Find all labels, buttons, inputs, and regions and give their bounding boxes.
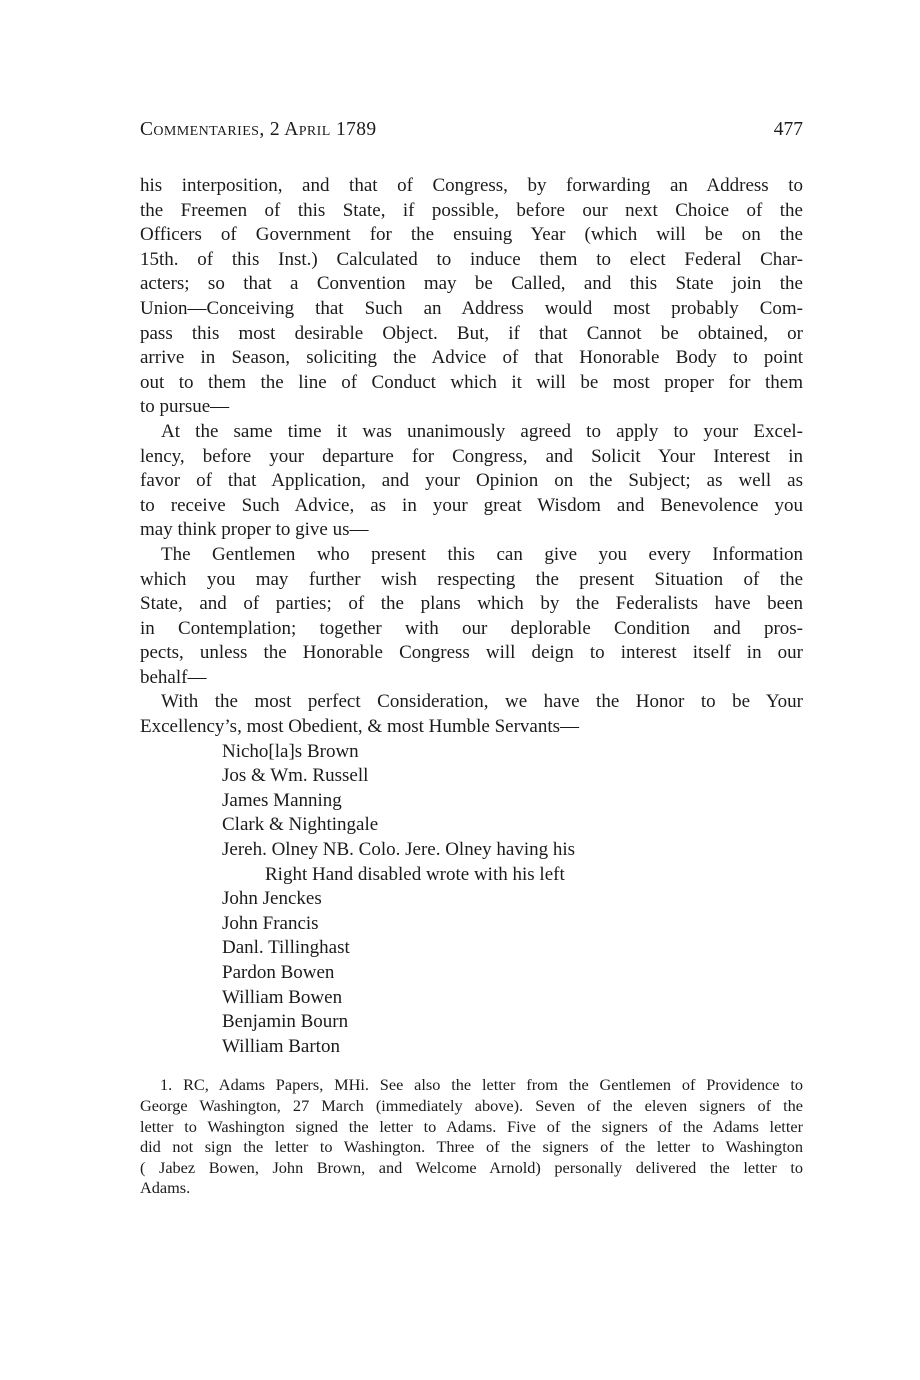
footnote-line: Adams. (140, 1178, 191, 1198)
signature-line: John Jenckes (222, 888, 322, 910)
paragraph (140, 174, 803, 420)
footnote-line: 1. RC, Adams Papers, MHi. See also the letter from the Gentlemen of Providence to (160, 1075, 803, 1095)
letter-body (140, 174, 803, 740)
text-line: Excellency’s, most Obedient, & most Humble Servants— (140, 716, 580, 738)
text-line: his interposition, and that of Congress, by forwarding an Address to (140, 175, 803, 196)
signature-line: William Bowen (222, 986, 343, 1008)
page-header (140, 117, 803, 143)
text-line: lency, before your departure for Congress, and Solicit Your Interest in (140, 445, 803, 467)
signature-line: Jos & Wm. Russell (222, 765, 369, 787)
text-line: pects, unless the Honorable Congress will deign to interest itself in our (140, 642, 803, 664)
text-line: At the same time it was unanimously agreed to apply to your Excel- (161, 420, 803, 442)
paragraph (140, 690, 803, 739)
page-number: 477 (773, 119, 803, 140)
text-line: pass this most desirable Object. But, if that Cannot be obtained, or (140, 322, 803, 344)
running-head-title: Commentaries, 2 April 1789 (140, 119, 377, 140)
signature-line: William Barton (222, 1035, 340, 1057)
signature-line: Clark & Nightingale (222, 814, 379, 836)
footnote (140, 1075, 803, 1199)
text-block (140, 0, 803, 1199)
signature-list (140, 740, 803, 1060)
paragraph (140, 543, 803, 691)
text-line: may think proper to give us— (140, 519, 369, 541)
text-line: With the most perfect Consideration, we have the Honor to be Your (161, 691, 803, 713)
text-line: Union—Conceiving that Such an Address would most probably Com- (140, 297, 803, 319)
footnote-line: George Washington, 27 March (immediately above). Seven of the eleven signers of the (140, 1095, 803, 1115)
signature-line: Danl. Tillinghast (222, 937, 350, 959)
signature-line: Benjamin Bourn (222, 1011, 349, 1033)
text-line: favor of that Application, and your Opinion on the Subject; as well as (140, 470, 803, 492)
text-line: Officers of Government for the ensuing Year (which will be on the (140, 224, 803, 246)
text-line: which you may further wish respecting the present Situation of the (140, 568, 803, 590)
text-line: to pursue— (140, 396, 230, 418)
text-line: State, and of parties; of the plans which by the Federalists have been (140, 593, 803, 615)
text-line: the Freemen of this State, if possible, before our next Choice of the (140, 199, 803, 221)
text-line: to receive Such Advice, as in your great Wisdom and Benevolence you (140, 494, 803, 516)
signature-line: Nicho[la]s Brown (222, 740, 359, 762)
text-line: in Contemplation; together with our deplorable Condition and pros- (140, 617, 803, 639)
text-line: 15th. of this Inst.) Calculated to induce them to elect Federal Char- (140, 248, 803, 270)
signature-line: Jereh. Olney NB. Colo. Jere. Olney having his (222, 839, 576, 861)
signature-line: Pardon Bowen (222, 962, 335, 983)
paragraph (140, 420, 803, 543)
footnote-line: letter to Washington signed the letter to Adams. Five of the signers of the Adams letter (140, 1116, 803, 1136)
text-line: behalf— (140, 666, 207, 688)
footnote-line: did not sign the letter to Washington. Three of the signers of the letter to Washington (140, 1137, 803, 1157)
text-line: The Gentlemen who present this can give you every Information (161, 543, 803, 565)
footnote-line: ( Jabez Bowen, John Brown, and Welcome Arnold) personally delivered the letter to (140, 1157, 803, 1177)
signature-line: Right Hand disabled wrote with his left (265, 863, 565, 885)
signature-line: John Francis (222, 912, 319, 934)
text-line: arrive in Season, soliciting the Advice of that Honorable Body to point (140, 347, 803, 369)
text-line: out to them the line of Conduct which it will be most proper for them (140, 371, 803, 393)
signature-line: James Manning (222, 789, 342, 811)
text-line: acters; so that a Convention may be Called, and this State join the (140, 273, 803, 295)
